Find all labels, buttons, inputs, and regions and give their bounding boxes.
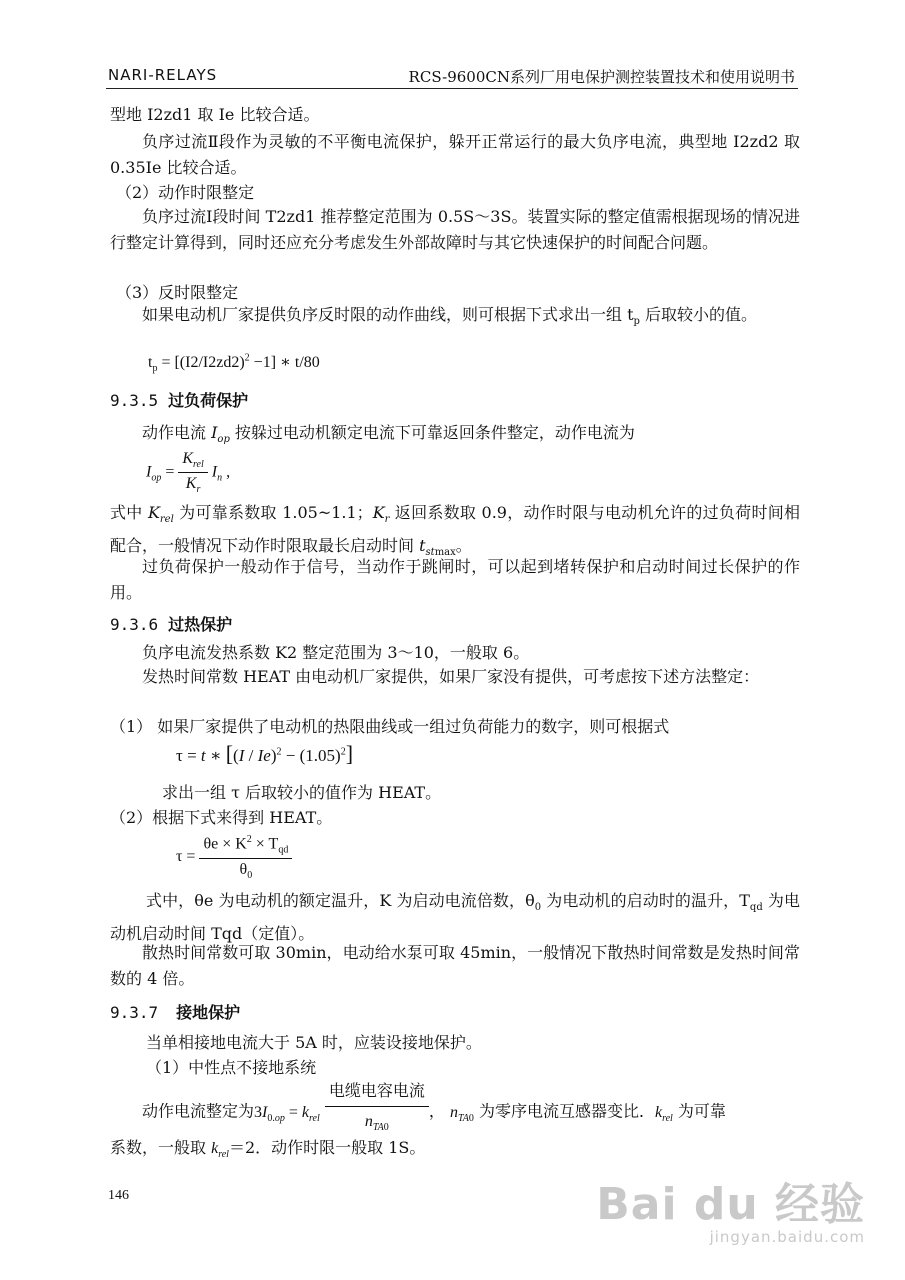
line-6: 如果电动机厂家提供负序反时限的动作曲线，则可根据下式求出一组 $t_p$ 后取较小的值。 (142, 305, 758, 328)
header-left: NARI-RELAYS (108, 66, 218, 84)
formula-tau-1: τ = t ∗ $[(I / Ie)^2 - (1.05)^2]$ (176, 741, 354, 766)
header-right: RCS-9600CN系列厂用电保护测控装置技术和使用说明书 (408, 68, 795, 86)
line-19: 动作电流整定为$3I_{0.op} = k_{rel}$ $\frac{\text{电缆电容电流}}{n_{TA0}}$ ， $n_{TA0}$ 为零序电流互感器变比．$k_{rel}$ 为可靠 (142, 1084, 802, 1140)
header-rule (106, 88, 798, 89)
heading-9-3-6: 9.3.6 过热保护 (110, 615, 233, 634)
line-9: 过负荷保护一般动作于信号，当动作于跳闸时，可以起到堵转保护和启动时间过长保护的作用。 (110, 557, 800, 602)
heading-9-3-7: 9.3.7 接地保护 (110, 1003, 241, 1022)
heading-9-3-5: 9.3.5 过负荷保护 (110, 391, 249, 410)
line-17: 当单相接地电流大于 5A 时，应装设接地保护。 (146, 1033, 482, 1052)
line-2: 负序过流Ⅱ段作为灵敏的不平衡电流保护，躲开正常运行的最大负序电流，典型地 I2zd2 取 0.35Ie 比较合适。 (110, 132, 800, 177)
line-4: 负序过流Ⅰ段时间 T2zd1 推荐整定范围为 0.5S～3S。装置实际的整定值需根据现场的情况进行整定计算得到，同时还应充分考虑发生外部故障时与其它快速保护的时间配合问题。 (110, 207, 800, 252)
line-11: 发热时间常数 HEAT 由电动机厂家提供，如果厂家没有提供，可考虑按下述方法整定： (142, 667, 760, 686)
line-5: （3）反时限整定 (116, 283, 239, 302)
baidu-watermark (596, 1168, 865, 1246)
line-13: 求出一组 τ 后取较小的值作为 HEAT。 (162, 783, 442, 802)
formula-tp: $t_p = [(I2/I2zd2)^2 -1]$ ∗ t/80 (148, 352, 320, 375)
formula-tau-2: τ = $\frac{\theta e \times K^2 \times T_{qd}}{\theta_0}$ (176, 834, 292, 881)
page-number: 146 (108, 1188, 129, 1203)
line-8: 式中 $K_{rel}$ 为可靠系数取 1.05~1.1；$K_r$ 返回系数取 0.9，动作时限与电动机允许的过负荷时间相配合，一般情况下动作时限取最长启动时间 $t_{stmax}$。 (110, 503, 801, 558)
line-20: 系数，一般取 $k_{rel}=2$．动作时限一般取 1S。 (110, 1138, 426, 1161)
line-14: （2）根据下式来得到 HEAT。 (110, 808, 333, 827)
line-16: 散热时间常数可取 30min，电动给水泵可取 45min，一般情况下散热时间常数是发热时间常数的 4 倍。 (110, 943, 800, 988)
line-1: 型地 I2zd1 取 Ie 比较合适。 (110, 105, 320, 124)
line-18: （1）中性点不接地系统 (146, 1058, 317, 1077)
watermark-brand: Bai du 经验 (596, 1179, 865, 1230)
line-7: 动作电流 $I_{op}$ 按躲过电动机额定电流下可靠返回条件整定，动作电流为 (142, 423, 635, 446)
formula-iop: $I_{op}$ = $\frac{K_{rel}}{K_r}$ $I_n$ , (146, 450, 231, 496)
line-15: 式中，θe 为电动机的额定温升，K 为启动电流倍数，$\theta_0$ 为电动机的启动时的温升，$T_{qd}$ 为电动机启动时间 Tqd（定值）。 (110, 891, 800, 943)
line-12: （1） 如果厂家提供了电动机的热限曲线或一组过负荷能力的数字，则可根据式 (110, 717, 670, 736)
line-10: 负序电流发热系数 K2 整定范围为 3～10，一般取 6。 (142, 643, 530, 662)
line-3: （2）动作时限整定 (116, 183, 255, 202)
watermark-url: jingyan.baidu.com (709, 1228, 865, 1246)
